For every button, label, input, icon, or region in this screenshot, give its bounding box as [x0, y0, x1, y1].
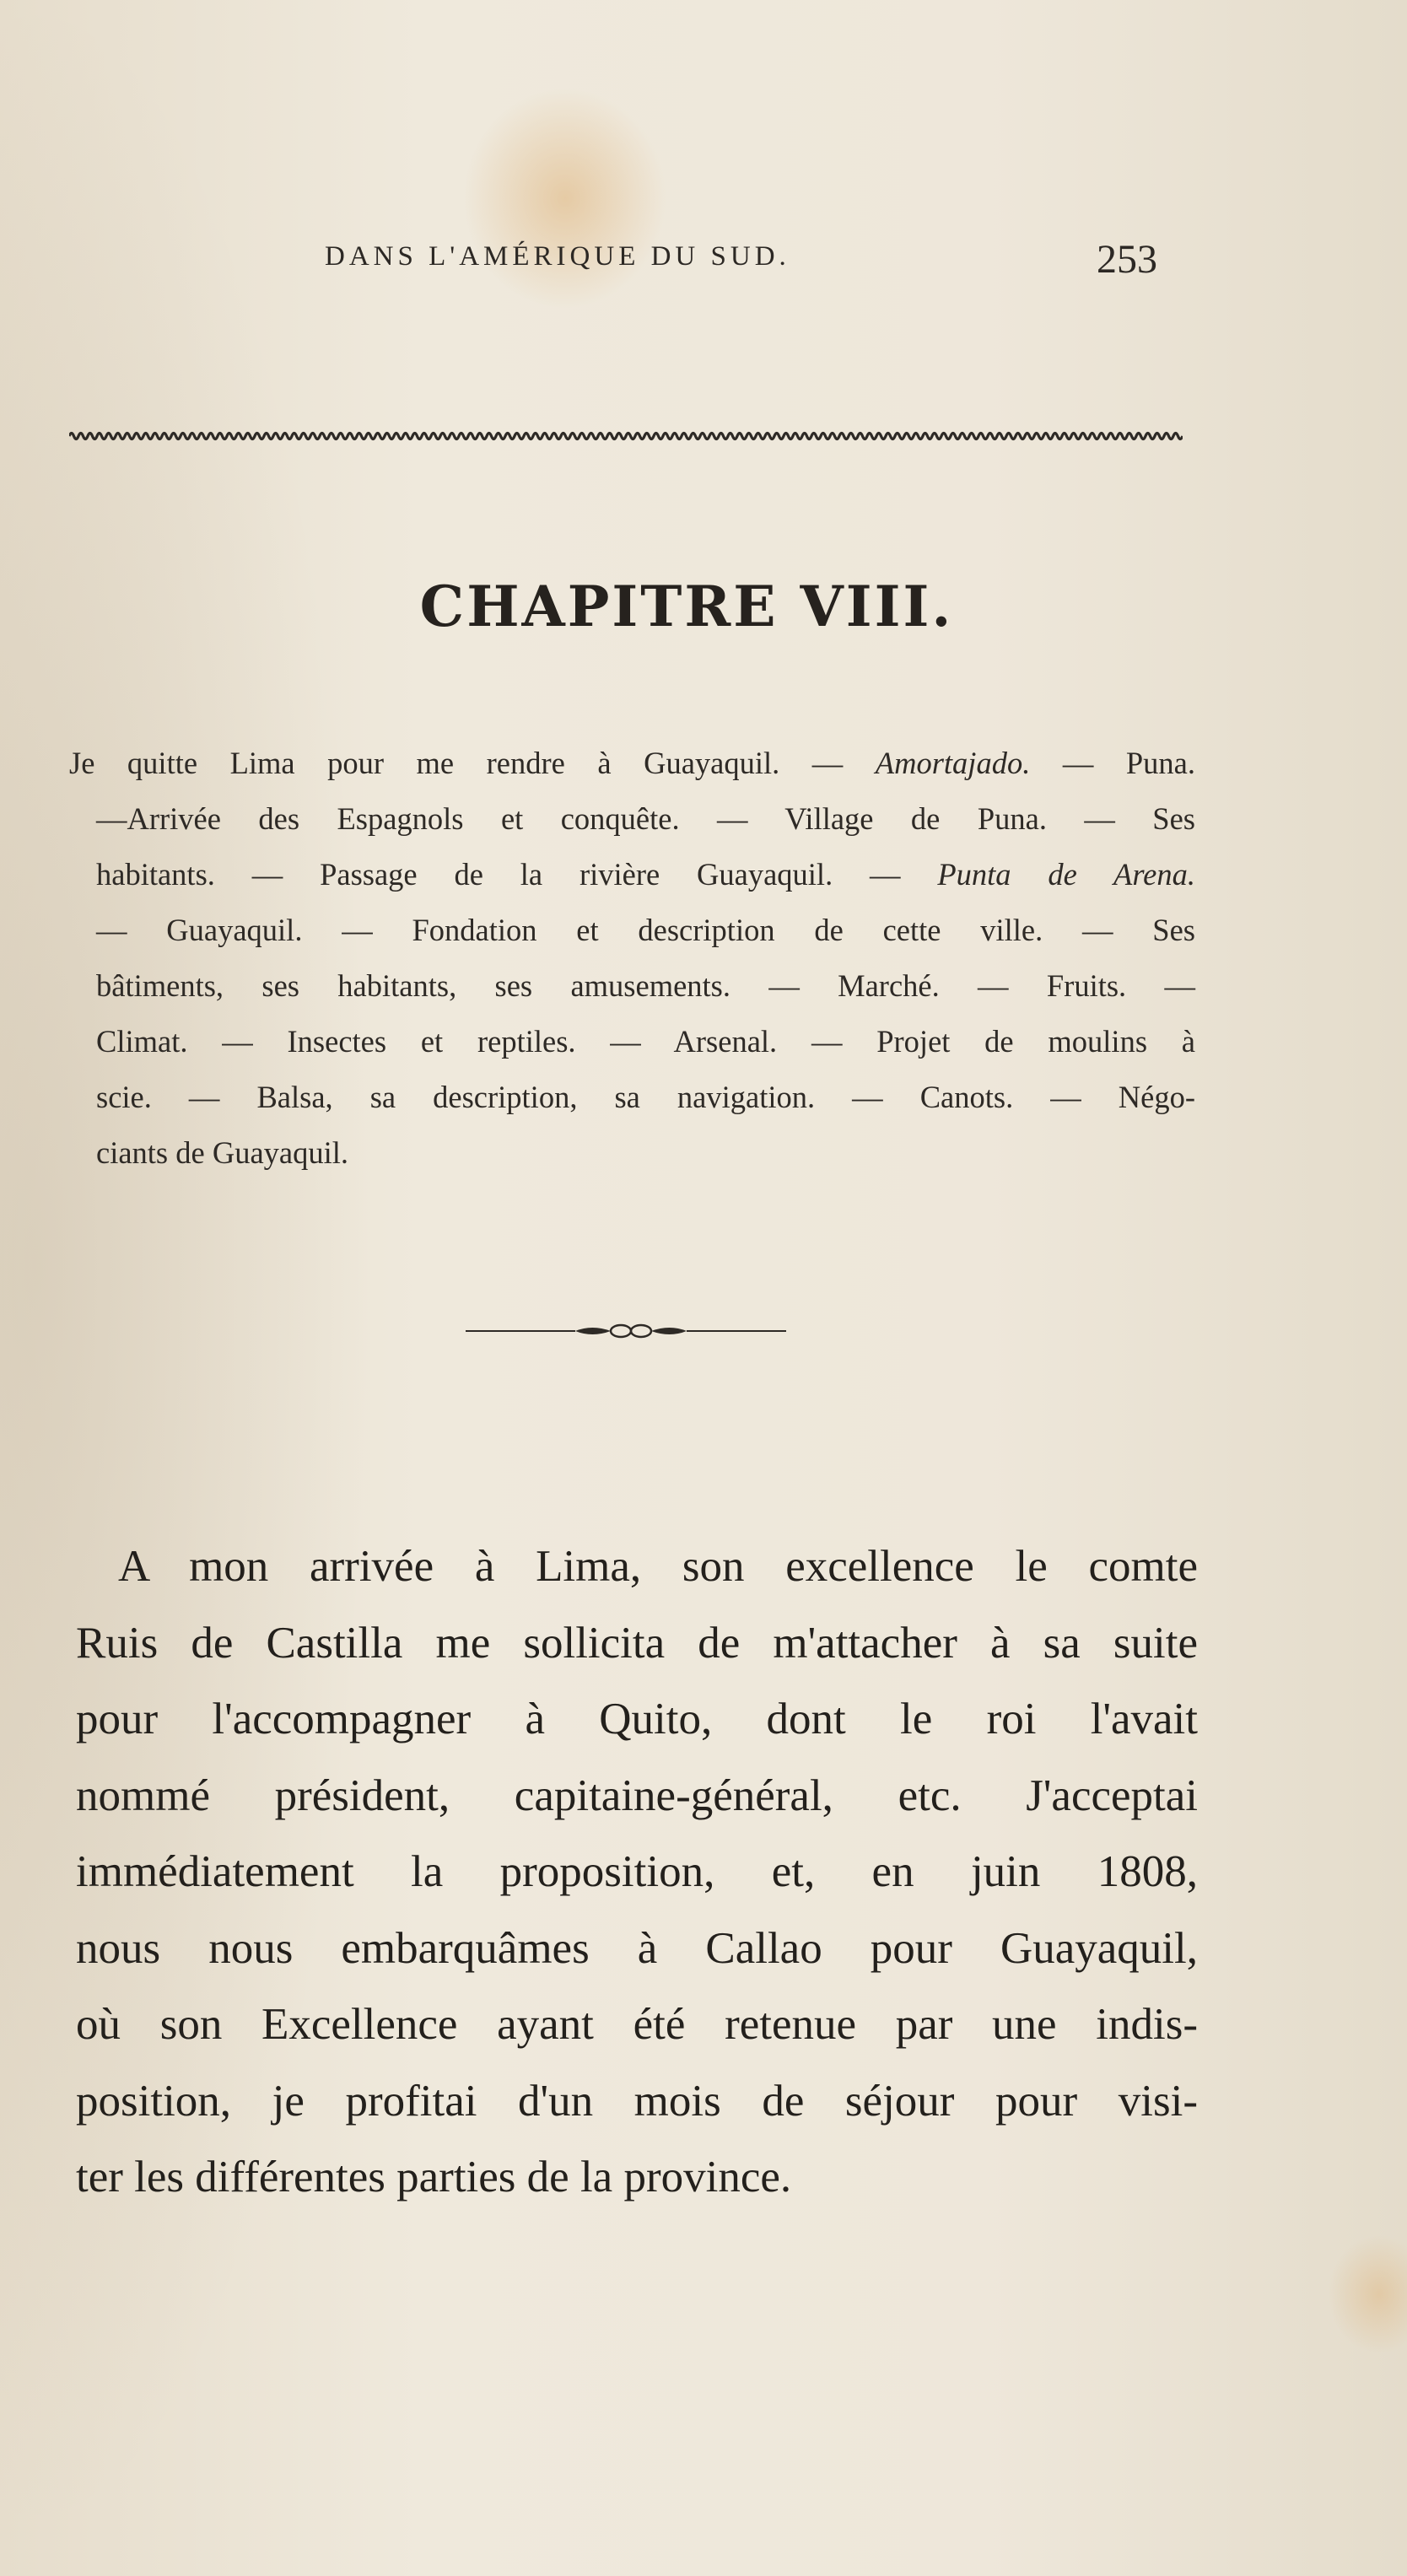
summary-text: — Puna.: [1062, 746, 1196, 780]
summary-text: — Guayaquil. — Fondation et description de cette ville. — Ses: [96, 913, 1195, 947]
chapter-title: CHAPITRE VIII.: [419, 574, 954, 639]
summary-text: habitants. — Passage de la rivière Guayaquil. —: [96, 857, 901, 892]
running-head: DANS L'AMÉRIQUE DU SUD.: [325, 241, 790, 272]
summary-line: [69, 791, 1195, 847]
summary-text: scie. — Balsa, sa description, sa navigation. — Canots. — Négo-: [96, 1080, 1195, 1114]
summary-text: —Arrivée des Espagnols et conquête. — Village de Puna. — Ses: [96, 801, 1195, 836]
body-line: ter les différentes parties de la province.: [76, 2153, 792, 2201]
chapter-summary: [69, 736, 1195, 1181]
page-number: 253: [1097, 237, 1157, 282]
summary-italic-text: Punta de Arena.: [937, 857, 1195, 892]
summary-line: [69, 736, 1195, 791]
summary-line: [69, 903, 1195, 958]
summary-line: [69, 1070, 1195, 1125]
ornamental-rule: [69, 426, 1183, 446]
body-paragraph: [76, 1528, 1198, 2216]
body-line: nous nous embarquâmes à Callao pour Guayaquil,: [76, 1923, 1198, 1973]
body-line: où son Excellence ayant été retenue par une indis-: [76, 2000, 1198, 2049]
body-line: pour l'accompagner à Quito, dont le roi l'avait: [76, 1695, 1198, 1743]
body-line: immédiatement la proposition, et, en juin 1808,: [76, 1847, 1198, 1896]
summary-line: [69, 958, 1195, 1014]
summary-text: Climat. — Insectes et reptiles. — Arsenal. — Projet de moulins à: [96, 1024, 1195, 1059]
body-line: A mon arrivée à Lima, son excellence le comte: [118, 1542, 1198, 1591]
summary-line: [69, 1125, 1195, 1181]
summary-italic-text: Amortajado.: [875, 746, 1031, 780]
summary-line: [69, 1014, 1195, 1070]
summary-text: bâtiments, ses habitants, ses amusements. — Marché. — Fruits. —: [96, 968, 1195, 1003]
summary-line: [69, 847, 1195, 903]
summary-text: ciants de Guayaquil.: [96, 1135, 349, 1170]
body-line: nommé président, capitaine-général, etc. J'acceptai: [76, 1770, 1198, 1820]
section-divider: [466, 1319, 786, 1343]
body-line: position, je profitai d'un mois de séjour pour visi-: [76, 2076, 1198, 2126]
body-line: Ruis de Castilla me sollicita de m'attacher à sa suite: [76, 1618, 1198, 1668]
summary-text: Je quitte Lima pour me rendre à Guayaquil. —: [69, 746, 876, 780]
